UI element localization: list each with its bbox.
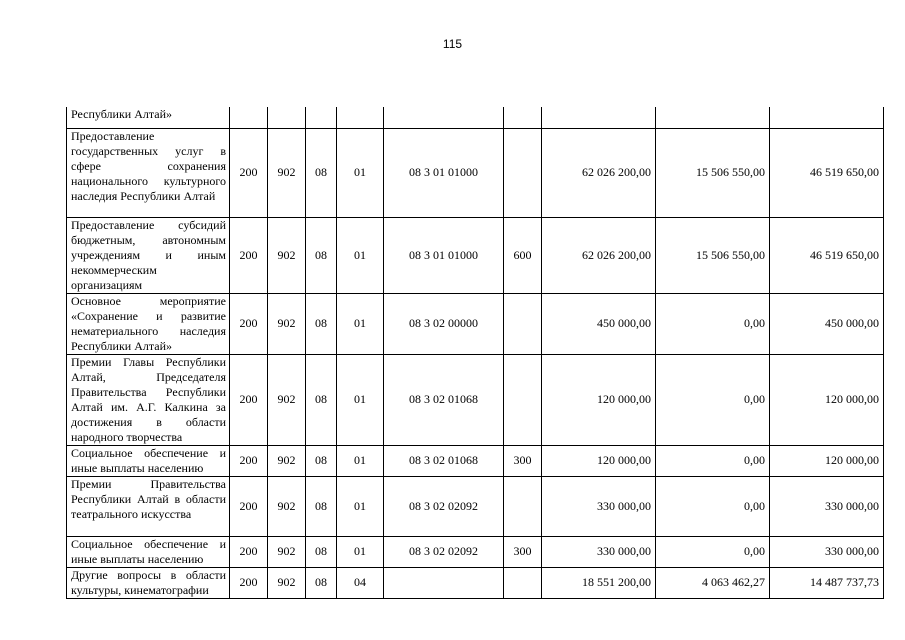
row-department-cell: 902 [268,445,306,476]
row-name-cell: Другие вопросы в области культуры, кинематографии [67,567,230,598]
row-amount-1-cell [542,107,656,128]
row-amount-1-cell: 120 000,00 [542,445,656,476]
row-target-code-cell [384,567,504,598]
row-amount-2-cell [656,107,770,128]
row-name-cell: Республики Алтай» [67,107,230,128]
table-body [67,107,884,598]
row-subsection-cell: 01 [337,293,384,354]
row-name-cell: Социальное обеспечение и иные выплаты населению [67,536,230,567]
row-amount-1-cell: 62 026 200,00 [542,128,656,217]
row-code-a-cell: 200 [230,354,268,445]
row-target-code-cell: 08 3 01 01000 [384,128,504,217]
row-section-cell: 08 [306,445,337,476]
row-target-code-cell: 08 3 02 00000 [384,293,504,354]
row-name-cell: Премии Главы Республики Алтай, Председателя Правительства Республики Алтай им. А.Г. Калкина за достижения в области народного творчества [67,354,230,445]
row-amount-2-cell: 4 063 462,27 [656,567,770,598]
row-subsection-cell: 01 [337,217,384,293]
row-amount-1-cell: 62 026 200,00 [542,217,656,293]
row-department-cell [268,107,306,128]
row-amount-2-cell: 0,00 [656,476,770,536]
row-target-code-cell: 08 3 02 02092 [384,536,504,567]
row-amount-2-cell: 0,00 [656,354,770,445]
row-code-a-cell: 200 [230,217,268,293]
row-amount-2-cell: 0,00 [656,536,770,567]
row-target-code-cell: 08 3 02 01068 [384,445,504,476]
table-row [67,128,884,217]
row-amount-1-cell: 120 000,00 [542,354,656,445]
row-amount-3-cell: 46 519 650,00 [770,217,884,293]
row-amount-2-cell: 15 506 550,00 [656,128,770,217]
row-department-cell: 902 [268,128,306,217]
row-code-a-cell: 200 [230,567,268,598]
table-row [67,293,884,354]
table-row [67,567,884,598]
row-target-code-cell: 08 3 02 02092 [384,476,504,536]
row-section-cell: 08 [306,217,337,293]
row-name-cell: Предоставление государственных услуг в сфере сохранения национального культурного наследия Республики Алтай [67,128,230,217]
row-subsection-cell: 01 [337,128,384,217]
row-subsection-cell: 01 [337,354,384,445]
row-target-code-cell: 08 3 01 01000 [384,217,504,293]
row-name-cell: Предоставление субсидий бюджетным, автономным учреждениям и иным некоммерческим организациям [67,217,230,293]
row-subsection-cell: 01 [337,476,384,536]
row-subsection-cell: 04 [337,567,384,598]
table-row [67,476,884,536]
row-target-code-cell: 08 3 02 01068 [384,354,504,445]
row-name-cell: Основное мероприятие «Сохранение и развитие нематериального наследия Республики Алтай» [67,293,230,354]
table-row [67,445,884,476]
row-amount-3-cell: 330 000,00 [770,536,884,567]
row-expense-type-cell [504,476,542,536]
row-amount-3-cell [770,107,884,128]
table-row [67,354,884,445]
row-name-cell: Социальное обеспечение и иные выплаты населению [67,445,230,476]
row-amount-3-cell: 330 000,00 [770,476,884,536]
row-amount-1-cell: 330 000,00 [542,536,656,567]
row-department-cell: 902 [268,567,306,598]
table-row [67,536,884,567]
row-amount-1-cell: 330 000,00 [542,476,656,536]
row-amount-3-cell: 120 000,00 [770,354,884,445]
row-code-a-cell: 200 [230,293,268,354]
row-department-cell: 902 [268,354,306,445]
row-section-cell: 08 [306,128,337,217]
row-section-cell [306,107,337,128]
row-section-cell: 08 [306,293,337,354]
row-code-a-cell: 200 [230,445,268,476]
row-subsection-cell: 01 [337,536,384,567]
row-department-cell: 902 [268,536,306,567]
row-amount-3-cell: 120 000,00 [770,445,884,476]
budget-table [66,107,884,599]
row-expense-type-cell: 300 [504,445,542,476]
table-row [67,107,884,128]
row-expense-type-cell [504,354,542,445]
row-section-cell: 08 [306,476,337,536]
row-expense-type-cell [504,293,542,354]
row-subsection-cell [337,107,384,128]
row-amount-2-cell: 15 506 550,00 [656,217,770,293]
table-row [67,217,884,293]
row-code-a-cell: 200 [230,128,268,217]
row-subsection-cell: 01 [337,445,384,476]
row-amount-2-cell: 0,00 [656,445,770,476]
row-department-cell: 902 [268,476,306,536]
row-expense-type-cell [504,567,542,598]
row-department-cell: 902 [268,217,306,293]
row-code-a-cell: 200 [230,536,268,567]
row-target-code-cell [384,107,504,128]
row-department-cell: 902 [268,293,306,354]
row-amount-1-cell: 450 000,00 [542,293,656,354]
row-code-a-cell [230,107,268,128]
row-amount-3-cell: 14 487 737,73 [770,567,884,598]
row-amount-3-cell: 450 000,00 [770,293,884,354]
row-expense-type-cell [504,107,542,128]
row-expense-type-cell: 600 [504,217,542,293]
row-expense-type-cell [504,128,542,217]
row-amount-3-cell: 46 519 650,00 [770,128,884,217]
row-section-cell: 08 [306,354,337,445]
page-number: 115 [442,37,463,51]
row-section-cell: 08 [306,536,337,567]
row-amount-1-cell: 18 551 200,00 [542,567,656,598]
row-code-a-cell: 200 [230,476,268,536]
row-expense-type-cell: 300 [504,536,542,567]
row-name-cell: Премии Правительства Республики Алтай в области театрального искусства [67,476,230,536]
row-section-cell: 08 [306,567,337,598]
row-amount-2-cell: 0,00 [656,293,770,354]
